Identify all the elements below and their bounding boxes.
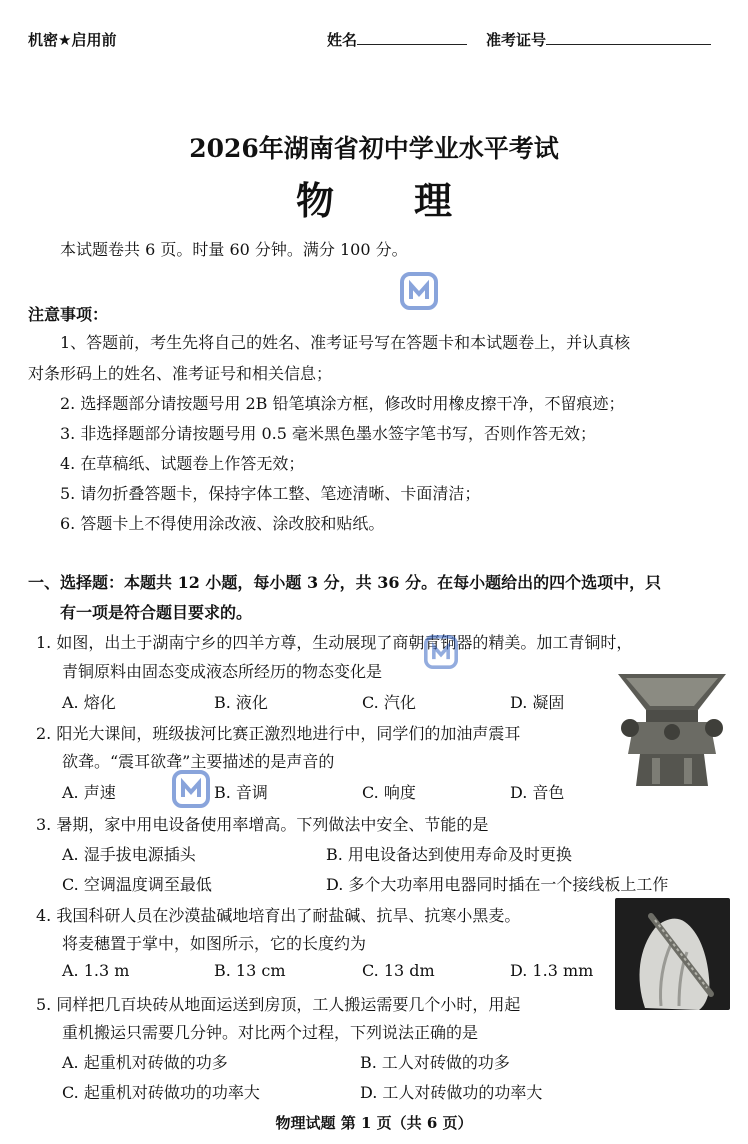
note-item: 2. 选择题部分请按题号用 2B 铅笔填涂方框，修改时用橡皮擦干净，不留痕迹； (60, 394, 625, 413)
id-field-label (486, 29, 711, 50)
question-2-line: 欲聋。“震耳欲聋”主要描述的是声音的 (62, 752, 335, 771)
question-4-line: 将麦穗置于掌中，如图所示，它的长度约为 (62, 934, 367, 953)
name-field-label (327, 29, 467, 50)
name-label: 姓名 (327, 31, 358, 49)
note-item: 1、答题前，考生先将自己的姓名、准考证号写在答题卡和本试题卷上，并认真核 (60, 333, 631, 352)
q2-option-d[interactable]: D. 音色 (510, 783, 565, 802)
question-5-line: 重机搬运只需要几分钟。对比两个过程，下列说法正确的是 (62, 1023, 479, 1042)
q1-option-a[interactable]: A. 熔化 (62, 693, 116, 712)
q3-option-c[interactable]: C. 空调温度调至最低 (62, 875, 212, 894)
bronze-vessel-image (612, 662, 732, 792)
id-label: 准考证号 (486, 31, 547, 49)
q2-option-b[interactable]: B. 音调 (214, 783, 268, 802)
name-blank (357, 30, 467, 45)
intro-text: 本试题卷共 6 页。时量 60 分钟。满分 100 分。 (60, 240, 408, 259)
q4-option-b[interactable]: B. 13 cm (214, 961, 286, 980)
q2-option-a[interactable]: A. 声速 (62, 783, 116, 802)
exam-title: 2026年湖南省初中学业水平考试 (189, 134, 559, 163)
q1-option-d[interactable]: D. 凝固 (510, 693, 565, 712)
watermark-logo-icon (172, 770, 210, 808)
q3-option-a[interactable]: A. 湿手拔电源插头 (62, 845, 196, 864)
q2-option-c[interactable]: C. 响度 (362, 783, 416, 802)
notes-heading: 注意事项： (28, 305, 109, 324)
section-heading-cont: 有一项是符合题目要求的。 (60, 603, 253, 622)
page-footer: 物理试题 第 1 页（共 6 页） (275, 1114, 473, 1132)
q5-option-a[interactable]: A. 起重机对砖做的功多 (62, 1053, 228, 1072)
q1-option-c[interactable]: C. 汽化 (362, 693, 416, 712)
q5-option-b[interactable]: B. 工人对砖做的功多 (360, 1053, 510, 1072)
question-5-line: 5. 同样把几百块砖从地面运送到房顶，工人搬运需要几个小时，用起 (36, 995, 521, 1014)
watermark-logo-icon (424, 635, 458, 669)
note-item: 5. 请勿折叠答题卡，保持字体工整、笔迹清晰、卡面清洁； (60, 484, 481, 503)
note-item: 对条形码上的姓名、准考证号和相关信息； (28, 364, 333, 383)
q5-option-d[interactable]: D. 工人对砖做功的功率大 (360, 1083, 543, 1102)
watermark-logo-icon (400, 272, 438, 310)
note-item: 6. 答题卡上不得使用涂改液、涂改胶和贴纸。 (60, 514, 385, 533)
note-item: 3. 非选择题部分请按题号用 0.5 毫米黑色墨水签字笔书写，否则作答无效； (60, 424, 596, 443)
wheat-in-hand-image (615, 898, 730, 1010)
id-blank (546, 30, 711, 45)
question-1-line: 1. 如图，出土于湖南宁乡的四羊方尊，生动展现了商朝青铜器的精美。加工青铜时， (36, 633, 633, 652)
question-1-line: 青铜原料由固态变成液态所经历的物态变化是 (62, 662, 383, 681)
q3-option-d[interactable]: D. 多个大功率用电器同时插在一个接线板上工作 (326, 875, 669, 894)
q3-option-b[interactable]: B. 用电设备达到使用寿命及时更换 (326, 845, 572, 864)
q4-option-c[interactable]: C. 13 dm (362, 961, 435, 980)
confidential-label: 机密★启用前 (28, 31, 117, 49)
q1-option-b[interactable]: B. 液化 (214, 693, 268, 712)
q5-option-c[interactable]: C. 起重机对砖做功的功率大 (62, 1083, 260, 1102)
question-2-line: 2. 阳光大课间，班级拔河比赛正激烈地进行中，同学们的加油声震耳 (36, 724, 521, 743)
q4-option-a[interactable]: A. 1.3 m (62, 961, 130, 980)
section-heading: 一、选择题：本题共 12 小题，每小题 3 分，共 36 分。在每小题给出的四个选项中，只 (28, 573, 662, 592)
question-4-line: 4. 我国科研人员在沙漠盐碱地培育出了耐盐碱、抗旱、抗寒小黑麦。 (36, 906, 521, 925)
note-item: 4. 在草稿纸、试题卷上作答无效； (60, 454, 305, 473)
subject-title: 物理 (295, 178, 532, 223)
question-3-line: 3. 暑期，家中用电设备使用率增高。下列做法中安全、节能的是 (36, 815, 489, 834)
q4-option-d[interactable]: D. 1.3 mm (510, 961, 594, 980)
